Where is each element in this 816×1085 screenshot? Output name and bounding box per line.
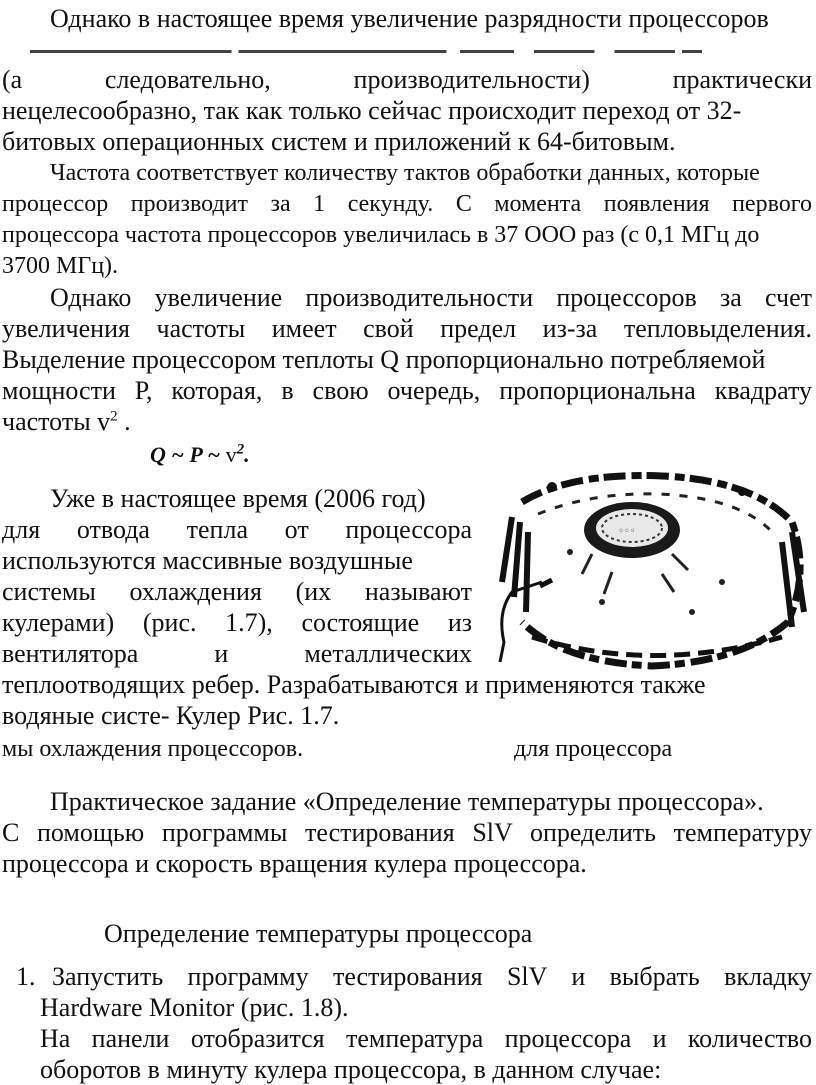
svg-text:◦◦◦: ◦◦◦ xyxy=(618,526,636,537)
paragraph-3-line-5 xyxy=(2,407,131,437)
paragraph-2-line-3: процессора частота процессоров увеличилась в 37 ООО раз (с 0,1 МГц до xyxy=(2,222,760,248)
section-heading: Определение температуры процессора xyxy=(104,919,533,948)
formula-end: . xyxy=(244,442,250,467)
scan-artifact-line xyxy=(30,50,702,53)
formula-left: Q ~ P ~ xyxy=(150,442,226,467)
paragraph-1-line-3: нецелесообразно, так как только сейчас происходит переход от 32- xyxy=(2,96,742,125)
paragraph-1-line-1: Однако в настоящее время увеличение разрядности процессоров xyxy=(50,4,769,33)
paragraph-3-line-5-text: частоты v xyxy=(2,407,111,436)
paragraph-5-line-3: процессора и скорость вращения кулера процессора. xyxy=(2,849,587,878)
list-item-number: 1. xyxy=(16,962,36,991)
paragraph-4-line-2: для отвода тепла от процессора xyxy=(2,515,472,544)
list-item-1-line-2: Hardware Monitor (рис. 1.8). xyxy=(40,993,349,1022)
paragraph-4-line-4: системы охлаждения (их называют xyxy=(2,577,472,606)
paragraph-1-line-2: (а следовательно, производительности) практически xyxy=(2,65,812,94)
paragraph-3-line-2: увеличения частоты имеет свой предел из-за тепловыделения. xyxy=(2,314,812,343)
formula-v: v xyxy=(225,442,237,467)
formula xyxy=(150,440,250,470)
paragraph-1-line-4: битовых операционных систем и приложений к 64-битовым. xyxy=(2,127,676,156)
paragraph-2-line-4: 3700 МГц). xyxy=(2,253,119,279)
list-item-1-line-3: На панели отобразится температура процессора и количество xyxy=(40,1024,812,1053)
paragraph-3-line-3: Выделение процессором теплоты Q пропорционально потребляемой xyxy=(2,345,766,374)
list-item-1-line-4: оборотов в минуту кулера процессора, в данном случае: xyxy=(40,1055,662,1084)
paragraph-4-line-3: используются массивные воздушные xyxy=(2,546,413,575)
paragraph-3-line-4: мощности Р, которая, в свою очередь, пропорциональна квадрату xyxy=(2,376,812,405)
paragraph-4-line-6: вентилятора и металлических xyxy=(2,639,472,668)
paragraph-3-line-1: Однако увеличение производительности процессоров за счет xyxy=(50,283,812,312)
formula-superscript: 2 xyxy=(236,441,245,458)
cooler-figure xyxy=(492,462,814,672)
figure-caption-tail: для процессора xyxy=(514,736,673,762)
paragraph-2-line-2: процессор производит за 1 секунду. С момента появления первого xyxy=(2,191,812,217)
paragraph-2-line-1: Частота соответствует количеству тактов обработки данных, которые xyxy=(50,160,760,186)
paragraph-5-line-2: С помощью программы тестирования SlV определить температуру xyxy=(2,818,812,847)
paragraph-4-line-5: кулерами) (рис. 1.7), состоящие из xyxy=(2,608,472,637)
paragraph-4-line-8: водяные систе- Кулер Рис. 1.7. xyxy=(2,701,340,730)
list-item-1-line-1: Запустить программу тестирования SlV и выбрать вкладку xyxy=(52,962,812,991)
paragraph-4-line-1: Уже в настоящее время (2006 год) xyxy=(50,484,426,513)
paragraph-4-line-9-left: мы охлаждения процессоров. xyxy=(2,736,304,762)
paragraph-3-line-5-end: . xyxy=(117,407,131,436)
paragraph-3-line-5-superscript: 2 xyxy=(110,408,118,425)
cooler-image xyxy=(492,462,814,672)
paragraph-4-line-7: теплоотводящих ребер. Разрабатываются и применяются также xyxy=(2,670,706,699)
paragraph-5-line-1: Практическое задание «Определение температуры процессора». xyxy=(50,787,764,816)
